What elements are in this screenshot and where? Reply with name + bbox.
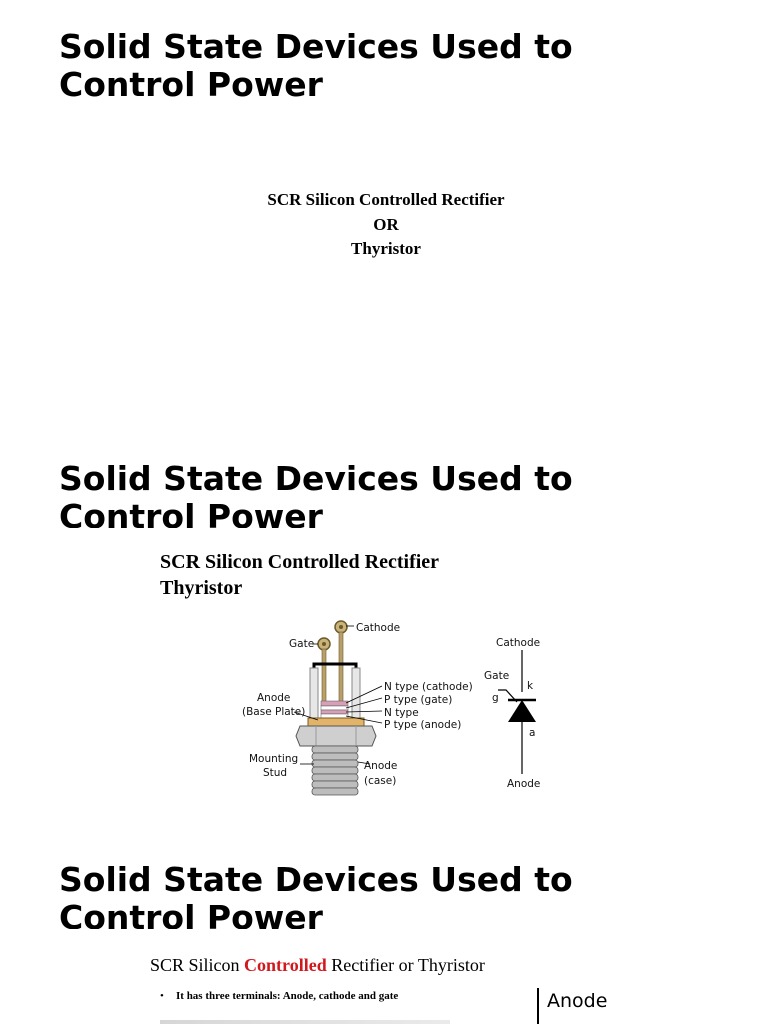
label-gate: Gate [289, 638, 315, 650]
label-p-type-anode: P type (anode) [384, 719, 462, 731]
slide-3-bullet [160, 990, 398, 1002]
slide-2-subtitle-line-1: SCR Silicon Controlled Rectifier [160, 551, 440, 573]
slide-3-cut-line [160, 1020, 450, 1024]
slide-2-subtitle [160, 549, 439, 601]
label-anode-case-2: (case) [364, 775, 397, 787]
label-cathode: Cathode [356, 622, 401, 634]
slide-3-bullet-text: It has three terminals: Anode, cathode and gate [176, 990, 399, 1002]
slide-1-body [0, 188, 768, 262]
label-stud: Stud [263, 767, 288, 779]
symbol-label-anode: Anode [507, 778, 541, 790]
slide-1-title: Solid State Devices Used to Control Power [59, 28, 573, 104]
label-anode-base-2: (Base Plate) [242, 706, 306, 718]
symbol-label-a: a [529, 727, 536, 739]
symbol-label-cathode: Cathode [496, 637, 541, 649]
symbol-label-g: g [492, 692, 499, 704]
slide-2-subtitle-line-2: Thyristor [160, 577, 243, 599]
label-anode-base-1: Anode [257, 692, 291, 704]
symbol-label-gate: Gate [484, 670, 510, 682]
label-n-type-cathode: N type (cathode) [384, 681, 473, 693]
slide-2-title: Solid State Devices Used to Control Power [59, 460, 573, 528]
label-p-type-gate: P type (gate) [384, 694, 453, 706]
slide-1-line-3: Thyristor [351, 239, 421, 258]
slide-3-title: Solid State Devices Used to Control Power [59, 861, 573, 929]
scr-symbol [498, 650, 536, 774]
scr-diagram [236, 612, 556, 802]
label-n-type: N type [384, 707, 419, 719]
slide-3-subtitle [150, 953, 485, 977]
slide-3-subtitle-after: Rectifier or Thyristor [326, 955, 485, 975]
slide-3-subtitle-before: SCR Silicon [150, 955, 245, 975]
bullet-dot-icon: • [160, 990, 164, 1002]
label-anode-case-1: Anode [364, 760, 398, 772]
slide-3-subtitle-highlight: Controlled [244, 955, 327, 975]
slide-1-line-2: OR [373, 214, 399, 234]
symbol-label-k: k [527, 680, 534, 692]
slide-3-side-label: Anode [537, 988, 607, 1024]
label-mounting: Mounting [249, 753, 299, 765]
slide-1-line-1: SCR Silicon Controlled Rectifier [267, 190, 505, 209]
